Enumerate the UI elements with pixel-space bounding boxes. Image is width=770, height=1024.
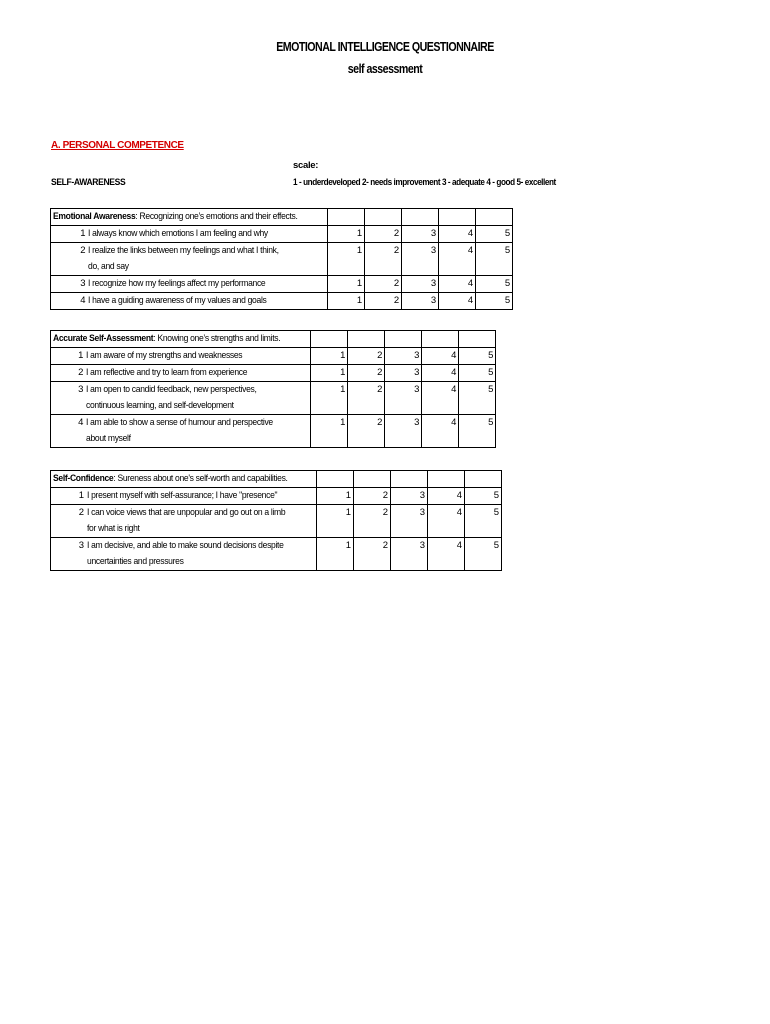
scale-description: 1 - underdeveloped 2- needs improvement 3 - adequate 4 - good 5- excellent	[293, 177, 556, 188]
question-number: 2	[51, 505, 85, 538]
rating-4[interactable]: 4	[438, 243, 475, 276]
rating-3[interactable]: 3	[385, 365, 422, 382]
rating-5[interactable]: 5	[459, 365, 496, 382]
question-text: I am open to candid feedback, new perspectives, continuous learning, and self-development	[84, 382, 311, 415]
question-number: 3	[51, 382, 85, 415]
rating-1[interactable]: 1	[327, 276, 364, 293]
question-row	[51, 293, 513, 310]
question-row	[51, 505, 502, 538]
rating-2[interactable]: 2	[353, 505, 390, 538]
question-row	[51, 415, 496, 448]
question-text: I always know which emotions I am feeling and why	[86, 226, 327, 243]
group-heading: Self-Confidence: Sureness about one's self-worth and capabilities.	[51, 471, 317, 488]
rating-2[interactable]: 2	[364, 226, 401, 243]
rating-2[interactable]: 2	[348, 348, 385, 365]
question-number: 2	[51, 365, 85, 382]
page-subtitle: self assessment	[347, 62, 423, 76]
section-heading: A. PERSONAL COMPETENCE	[51, 140, 184, 151]
question-text: I am aware of my strengths and weaknesses	[84, 348, 311, 365]
rating-1[interactable]: 1	[311, 382, 348, 415]
rating-3[interactable]: 3	[401, 276, 438, 293]
group-heading: Emotional Awareness: Recognizing one’s emotions and their effects.	[51, 209, 328, 226]
question-row	[51, 226, 513, 243]
question-text: I can voice views that are unpopular and go out on a limb for what is right	[85, 505, 316, 538]
rating-1[interactable]: 1	[327, 226, 364, 243]
rating-3[interactable]: 3	[401, 226, 438, 243]
question-group-emotional-awareness	[50, 208, 513, 310]
question-row	[51, 488, 502, 505]
rating-1[interactable]: 1	[327, 293, 364, 310]
rating-5[interactable]: 5	[459, 348, 496, 365]
question-number: 2	[51, 243, 87, 276]
rating-2[interactable]: 2	[348, 415, 385, 448]
rating-5[interactable]: 5	[475, 243, 512, 276]
rating-1[interactable]: 1	[311, 365, 348, 382]
subsection-heading: SELF-AWARENESS	[51, 177, 126, 188]
rating-2[interactable]: 2	[353, 488, 390, 505]
group-heading: Accurate Self-Assessment: Knowing one’s strengths and limits.	[51, 331, 311, 348]
rating-5[interactable]: 5	[464, 538, 501, 571]
rating-3[interactable]: 3	[385, 415, 422, 448]
question-number: 4	[51, 293, 87, 310]
rating-2[interactable]: 2	[348, 382, 385, 415]
scale-label: scale:	[293, 160, 319, 171]
rating-2[interactable]: 2	[364, 293, 401, 310]
question-text: I recognize how my feelings affect my performance	[86, 276, 327, 293]
rating-1[interactable]: 1	[316, 488, 353, 505]
question-text: I am able to show a sense of humour and perspective about myself	[84, 415, 311, 448]
rating-3[interactable]: 3	[390, 488, 427, 505]
rating-4[interactable]: 4	[438, 276, 475, 293]
rating-3[interactable]: 3	[385, 348, 422, 365]
rating-3[interactable]: 3	[390, 505, 427, 538]
rating-3[interactable]: 3	[401, 293, 438, 310]
question-text: I am decisive, and able to make sound decisions despite uncertainties and pressures	[85, 538, 316, 571]
question-number: 1	[51, 488, 85, 505]
rating-1[interactable]: 1	[316, 538, 353, 571]
question-row	[51, 382, 496, 415]
rating-5[interactable]: 5	[459, 382, 496, 415]
rating-2[interactable]: 2	[348, 365, 385, 382]
rating-2[interactable]: 2	[353, 538, 390, 571]
rating-1[interactable]: 1	[311, 348, 348, 365]
rating-5[interactable]: 5	[459, 415, 496, 448]
rating-4[interactable]: 4	[422, 348, 459, 365]
question-row	[51, 538, 502, 571]
question-group-self-confidence	[50, 470, 502, 571]
question-row	[51, 276, 513, 293]
rating-4[interactable]: 4	[438, 226, 475, 243]
rating-3[interactable]: 3	[401, 243, 438, 276]
rating-1[interactable]: 1	[311, 415, 348, 448]
question-number: 1	[51, 348, 85, 365]
question-number: 3	[51, 276, 87, 293]
rating-1[interactable]: 1	[327, 243, 364, 276]
rating-5[interactable]: 5	[475, 276, 512, 293]
rating-5[interactable]: 5	[475, 226, 512, 243]
question-group-accurate-self-assessment	[50, 330, 496, 448]
rating-4[interactable]: 4	[427, 505, 464, 538]
question-text: I am reflective and try to learn from experience	[84, 365, 311, 382]
rating-4[interactable]: 4	[427, 488, 464, 505]
rating-5[interactable]: 5	[464, 488, 501, 505]
question-row	[51, 365, 496, 382]
question-row	[51, 348, 496, 365]
rating-3[interactable]: 3	[390, 538, 427, 571]
rating-5[interactable]: 5	[464, 505, 501, 538]
question-number: 4	[51, 415, 85, 448]
rating-4[interactable]: 4	[427, 538, 464, 571]
rating-2[interactable]: 2	[364, 243, 401, 276]
question-text: I have a guiding awareness of my values and goals	[86, 293, 327, 310]
rating-5[interactable]: 5	[475, 293, 512, 310]
rating-4[interactable]: 4	[422, 365, 459, 382]
question-text: I present myself with self-assurance; I have "presence"	[85, 488, 316, 505]
rating-4[interactable]: 4	[438, 293, 475, 310]
rating-4[interactable]: 4	[422, 382, 459, 415]
question-number: 3	[51, 538, 85, 571]
rating-1[interactable]: 1	[316, 505, 353, 538]
question-row	[51, 243, 513, 276]
rating-4[interactable]: 4	[422, 415, 459, 448]
rating-3[interactable]: 3	[385, 382, 422, 415]
question-text: I realize the links between my feelings and what I think, do, and say	[86, 243, 327, 276]
rating-2[interactable]: 2	[364, 276, 401, 293]
page-title: EMOTIONAL INTELLIGENCE QUESTIONNAIRE	[276, 40, 494, 54]
question-number: 1	[51, 226, 87, 243]
